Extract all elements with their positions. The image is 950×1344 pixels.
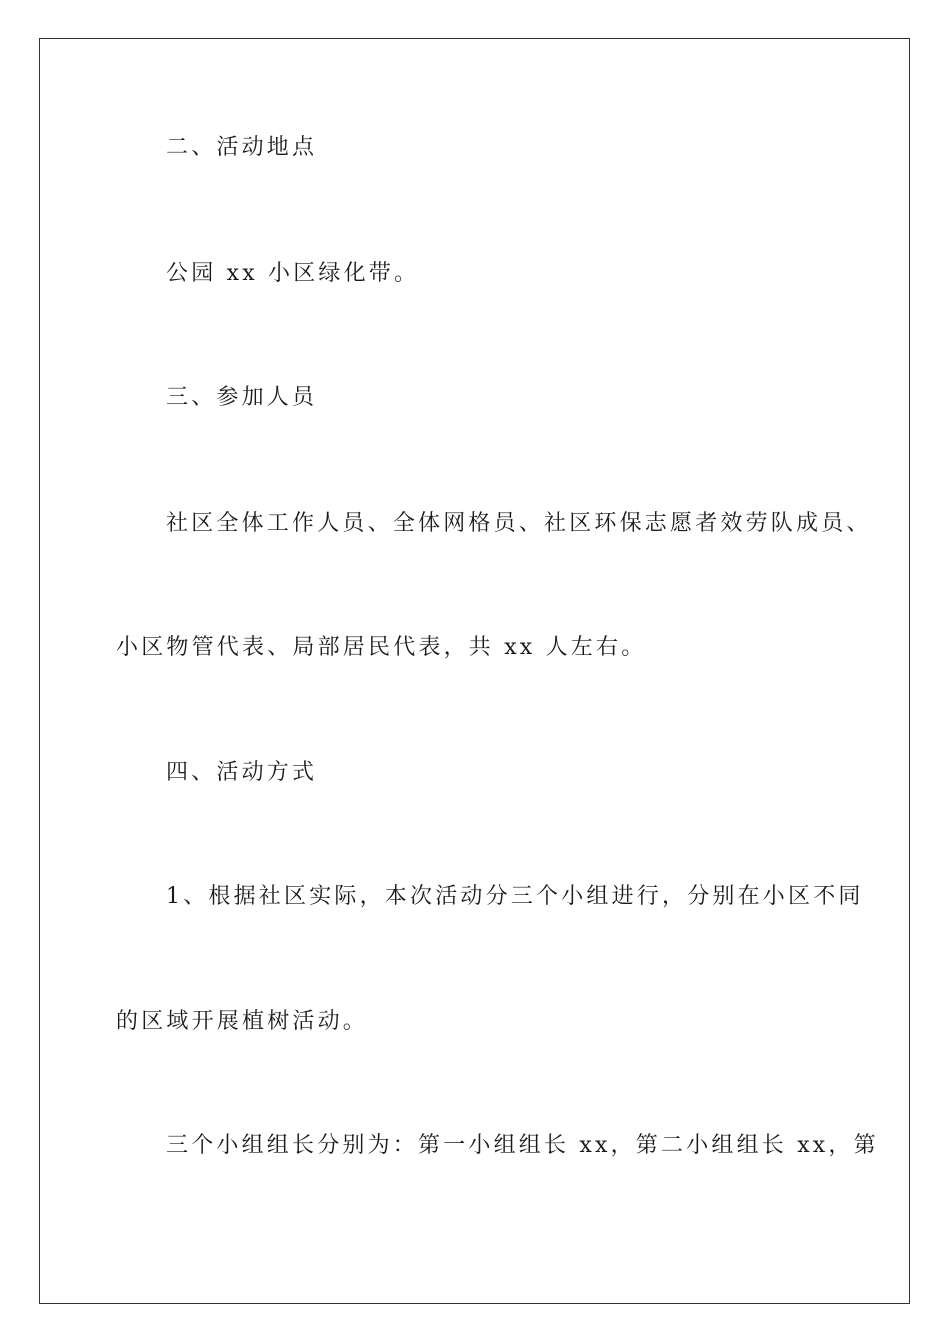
group-leaders-text-line-1: 三个小组组长分别为：第一小组组长 xx，第二小组组长 xx，第 [166, 1133, 879, 1158]
location-text: 公园 xx 小区绿化带。 [166, 261, 420, 286]
method-text-line-1: 1、根据社区实际，本次活动分三个小组进行，分别在小区不同 [166, 884, 864, 909]
participants-text-line-2: 小区物管代表、局部居民代表，共 xx 人左右。 [116, 635, 647, 660]
section-heading-participants: 三、参加人员 [166, 385, 318, 410]
method-text-line-2: 的区域开展植树活动。 [116, 1009, 369, 1034]
participants-text-line-1: 社区全体工作人员、全体网格员、社区环保志愿者效劳队成员、 [166, 511, 872, 536]
section-heading-method: 四、活动方式 [166, 760, 318, 785]
section-heading-location: 二、活动地点 [166, 135, 318, 160]
page-border [39, 38, 910, 1304]
